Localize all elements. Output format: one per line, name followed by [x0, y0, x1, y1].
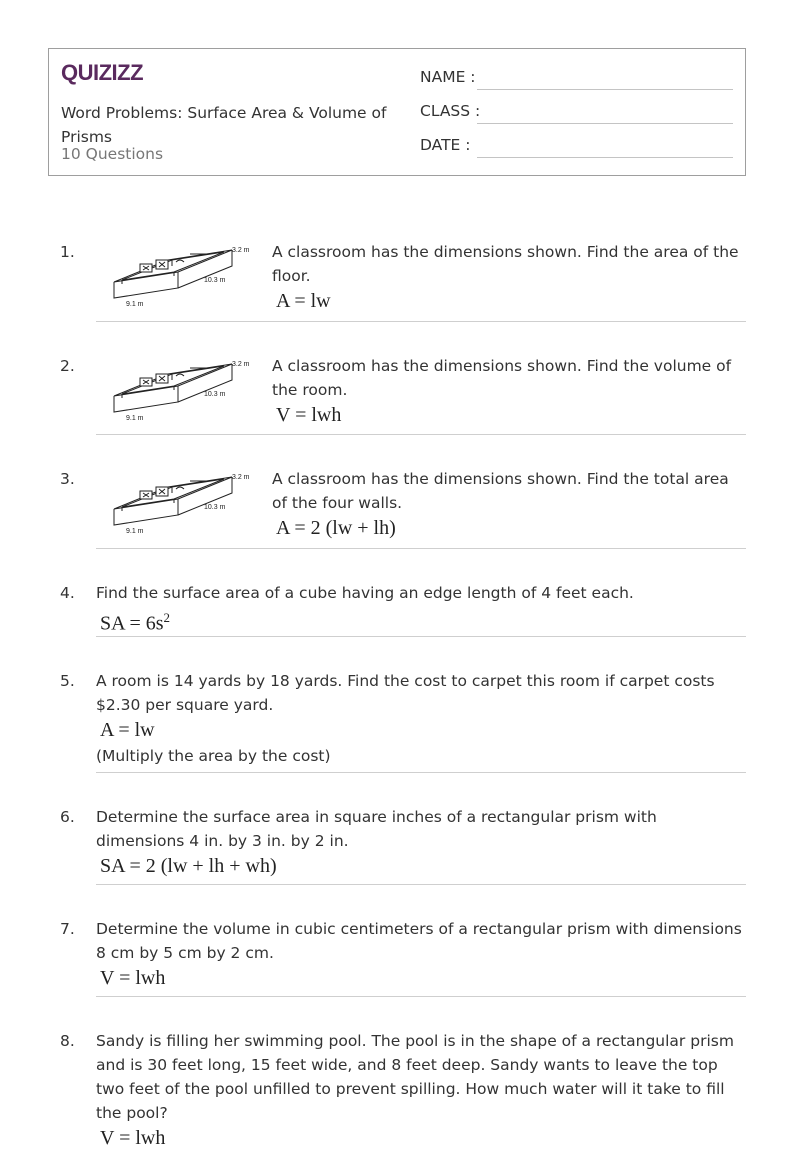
classroom-figure — [110, 354, 260, 420]
question-number: 3. — [60, 470, 75, 488]
height-label: 3.2 m — [232, 247, 250, 254]
svg-text:QUIZIZZ: QUIZIZZ — [61, 60, 144, 85]
divider — [96, 321, 746, 322]
formula: V = lwh — [276, 404, 342, 426]
divider — [96, 996, 746, 997]
question-number: 8. — [60, 1032, 75, 1050]
formula: V = lwh — [100, 967, 166, 989]
classroom-figure — [110, 240, 260, 306]
formula: A = lw — [100, 719, 155, 741]
class-field[interactable] — [477, 123, 733, 124]
divider — [96, 772, 746, 773]
question-text: Sandy is filling her swimming pool. The pool is in the shape of a rectangular prism and is 30 feet long, 15 feet wide, and 8 feet deep. Sandy wants to leave the top two feet of the pool unfilled to prevent spilling. How much water will it take to fill the pool? — [96, 1032, 734, 1122]
worksheet-title: Word Problems: Surface Area & Volume of Prisms — [61, 104, 387, 146]
question-text: Determine the surface area in square inches of a rectangular prism with dimensions 4 in. by 3 in. by 2 in. — [96, 808, 657, 850]
length-label: 10.3 m — [204, 391, 226, 398]
classroom-diagram — [110, 467, 260, 533]
question-text: A classroom has the dimensions shown. Find the volume of the room. — [272, 357, 732, 399]
classroom-diagram — [110, 354, 260, 420]
question-number: 6. — [60, 808, 75, 826]
width-label: 9.1 m — [126, 415, 144, 422]
height-label: 3.2 m — [232, 474, 250, 481]
question-number: 1. — [60, 243, 75, 261]
formula: A = lw — [276, 290, 331, 312]
question-text: Determine the volume in cubic centimeters of a rectangular prism with dimensions 8 cm by 5 cm by 2 cm. — [96, 920, 742, 962]
width-label: 9.1 m — [126, 528, 144, 535]
name-field[interactable] — [477, 89, 733, 90]
height-label: 3.2 m — [232, 361, 250, 368]
length-label: 10.3 m — [204, 504, 226, 511]
divider — [96, 636, 746, 637]
question-text: A classroom has the dimensions shown. Find the area of the floor. — [272, 243, 739, 285]
formula: SA = 2 (lw + lh + wh) — [100, 855, 277, 877]
question-number: 5. — [60, 672, 75, 690]
length-label: 10.3 m — [204, 277, 226, 284]
question-number: 2. — [60, 357, 75, 375]
quizizz-logo — [61, 59, 151, 87]
classroom-figure — [110, 467, 260, 533]
worksheet-header — [48, 48, 746, 176]
question-text: A room is 14 yards by 18 yards. Find the cost to carpet this room if carpet costs $2.30 per square yard. — [96, 672, 715, 714]
width-label: 9.1 m — [126, 301, 144, 308]
divider — [96, 884, 746, 885]
question-number: 7. — [60, 920, 75, 938]
formula: SA = $6s^2$ — [100, 610, 171, 635]
divider — [96, 548, 746, 549]
name-label: NAME : — [420, 68, 476, 86]
question-number: 4. — [60, 584, 75, 602]
question-count: 10 Questions — [61, 145, 164, 163]
date-field[interactable] — [477, 157, 733, 158]
question-text: Find the surface area of a cube having an edge length of 4 feet each. — [96, 584, 634, 602]
class-label: CLASS : — [420, 102, 481, 120]
formula: A = 2 (lw + lh) — [276, 517, 396, 539]
date-label: DATE : — [420, 136, 471, 154]
classroom-diagram — [110, 240, 260, 306]
question-text: A classroom has the dimensions shown. Find the total area of the four walls. — [272, 470, 729, 512]
formula: V = lwh — [100, 1127, 166, 1149]
divider — [96, 434, 746, 435]
hint-note: (Multiply the area by the cost) — [96, 747, 331, 765]
